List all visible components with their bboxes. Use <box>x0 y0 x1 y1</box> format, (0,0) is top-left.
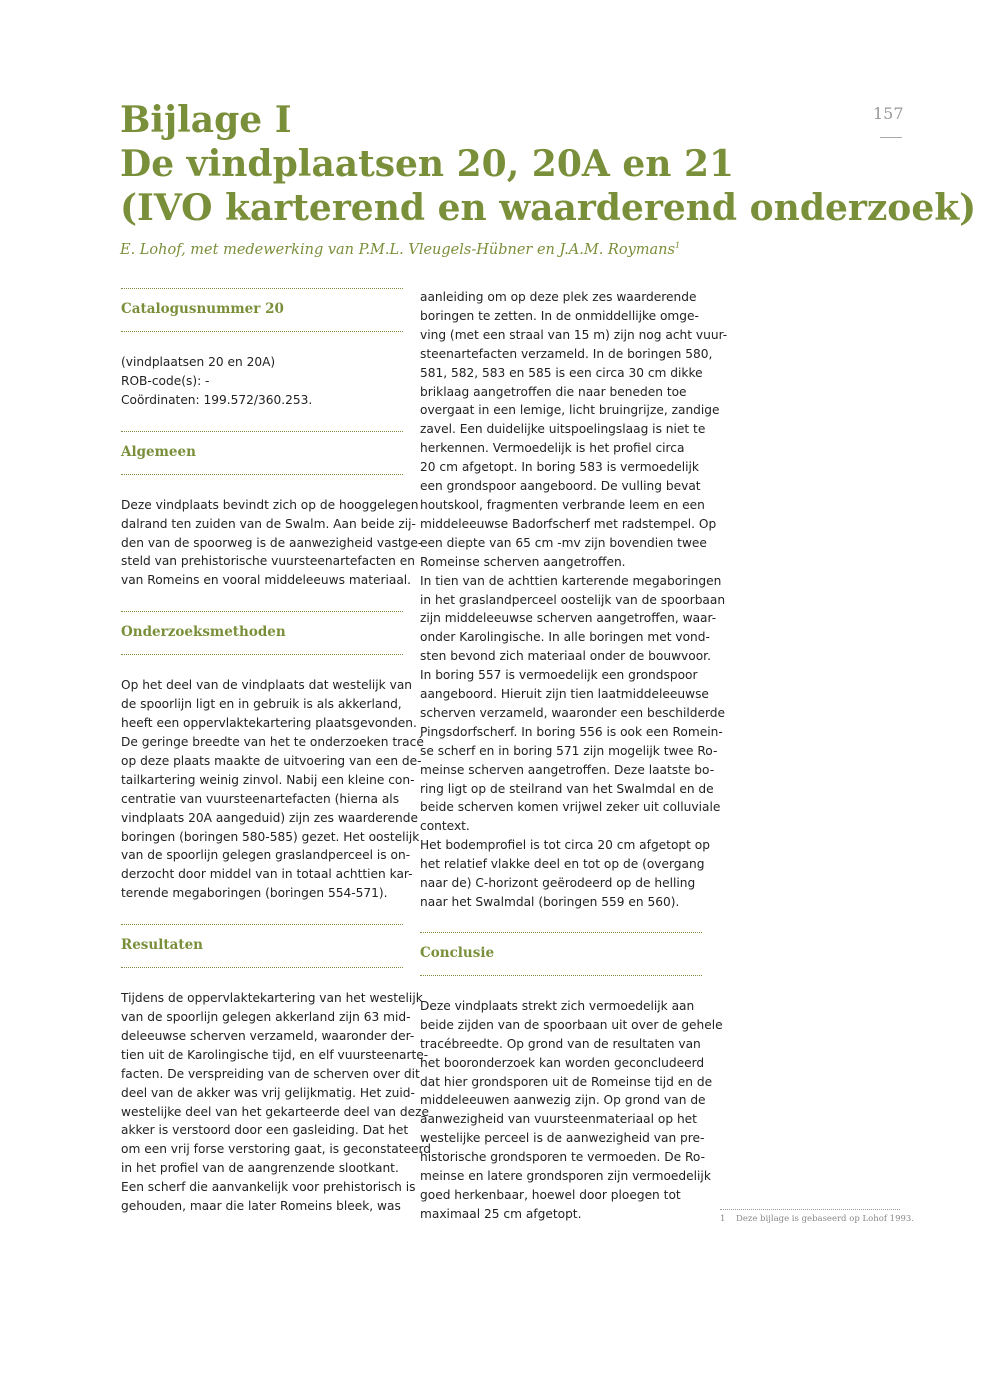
text-line: (vindplaatsen 20 en 20A) <box>121 355 276 369</box>
text-line: aanwezigheid van vuursteenmateriaal op het <box>420 1112 697 1127</box>
text-line: westelijke deel van het gekarteerde deel van deze <box>121 1104 430 1119</box>
conclusie-paragraph <box>420 997 723 1224</box>
text-line: context. <box>420 819 470 834</box>
text-line: zavel. Een duidelijke uitspoelingslaag is niet te <box>420 422 706 437</box>
text-line: naar het Swalmdal (boringen 559 en 560). <box>420 895 680 909</box>
text-line: het relatief vlakke deel en tot op de (overgang <box>420 857 705 872</box>
page-number: 157 <box>873 104 904 123</box>
text-line: van Romeins en vooral middeleeuws materiaal. <box>121 573 412 588</box>
text-line: boringen te zetten. In de onmiddellijke omge- <box>420 308 699 323</box>
section-heading-catalogus: Catalogusnummer 20 <box>121 288 403 332</box>
text-line: zijn middeleeuwse scherven aangetroffen, waar- <box>420 611 717 626</box>
text-line: naar de) C-horizont geërodeerd op de helling <box>420 876 696 891</box>
section-heading-resultaten: Resultaten <box>121 924 403 968</box>
text-line: tien uit de Karolingische tijd, en elf vuursteenarte- <box>121 1047 429 1062</box>
footnote-rule <box>720 1209 900 1210</box>
algemeen-paragraph <box>121 496 423 591</box>
left-column <box>121 288 432 1216</box>
text-line: briklaag aangetroffen die naar beneden toe <box>420 384 687 399</box>
text-line: 581, 582, 583 en 585 is een circa 30 cm dikke <box>420 365 703 380</box>
text-line: Deze vindplaats bevindt zich op de hooggelegen <box>121 497 419 512</box>
resultaten-paragraph-continued <box>420 288 728 912</box>
text-line: Het bodemprofiel is tot circa 20 cm afgetopt op <box>420 838 710 853</box>
text-line: aangeboord. Hieruit zijn tien laatmiddeleeuwse <box>420 687 709 702</box>
text-line: middeleeuwen aanwezig zijn. Op grond van de <box>420 1093 706 1108</box>
text-line: de spoorlijn ligt en in gebruik is als akkerland, <box>121 697 402 712</box>
text-line: aanleiding om op deze plek zes waarderende <box>420 290 697 304</box>
text-line: Deze vindplaats strekt zich vermoedelijk aan <box>420 998 695 1013</box>
text-line: herkennen. Vermoedelijk is het profiel circa <box>420 441 685 456</box>
text-line: boringen (boringen 580-585) gezet. Het oostelijk <box>121 829 420 844</box>
text-line: akker is verstoord door een gasleiding. Dat het <box>121 1123 409 1138</box>
text-line: scherven verzameld, waaronder een beschilderde <box>420 705 726 720</box>
authors-text: E. Lohof, met medewerking van P.M.L. Vleugels-Hübner en J.A.M. Roymans <box>120 241 675 258</box>
text-line: steenartefacten verzameld. In de boringen 580, <box>420 346 713 361</box>
text-line: onder Karolingische. In alle boringen met vond- <box>420 630 710 645</box>
text-line: dalrand ten zuiden van de Swalm. Aan beide zij- <box>121 516 416 531</box>
text-line: op deze plaats maakte de uitvoering van een de- <box>121 753 422 768</box>
text-line: 20 cm afgetopt. In boring 583 is vermoedelijk <box>420 460 699 475</box>
text-line: deel van de akker was vrij gelijkmatig. Het zuid- <box>121 1085 415 1100</box>
page-number-rule <box>880 137 902 138</box>
text-line: Pingsdorfscherf. In boring 556 is ook een Romein- <box>420 724 723 739</box>
footnote-number: 1 <box>720 1214 726 1224</box>
authors-line <box>120 241 680 258</box>
text-line: houtskool, fragmenten verbrande leem en een <box>420 497 705 512</box>
text-line: Een scherf die aanvankelijk voor prehistorisch is <box>121 1180 416 1195</box>
text-line: Romeinse scherven aangetroffen. <box>420 554 626 569</box>
footnote-text: Deze bijlage is gebaseerd op Lohof 1993. <box>736 1214 914 1224</box>
text-line: deleeuwse scherven verzameld, waaronder der- <box>121 1028 415 1043</box>
text-line: De geringe breedte van het te onderzoeken tracé <box>121 734 424 749</box>
text-line: facten. De verspreiding van de scherven over dit <box>121 1066 420 1081</box>
section-heading-conclusie: Conclusie <box>420 932 702 976</box>
text-line: tracébreedte. Op grond van de resultaten van <box>420 1036 701 1051</box>
text-line: in het profiel van de aangrenzende slootkant. <box>121 1161 399 1176</box>
text-line: maximaal 25 cm afgetopt. <box>420 1206 582 1221</box>
title-line: (IVO karterend en waarderend onderzoek) <box>120 187 977 229</box>
text-line: steld van prehistorische vuursteenartefacten en <box>121 554 415 569</box>
onderzoeksmethoden-paragraph <box>121 676 424 903</box>
text-line: Op het deel van de vindplaats dat westelijk van <box>121 678 413 693</box>
text-line: vindplaats 20A aangeduid) zijn zes waarderende <box>121 810 418 825</box>
middle-column <box>420 288 728 1224</box>
text-line: gehouden, maar die later Romeins bleek, was <box>121 1199 401 1214</box>
title-line: Bijlage I <box>120 99 292 141</box>
text-line: westelijke perceel is de aanwezigheid van pre- <box>420 1131 705 1146</box>
resultaten-paragraph <box>121 989 432 1216</box>
text-line: sten bevond zich materiaal onder de bouwvoor. <box>420 649 711 664</box>
text-line: In boring 557 is vermoedelijk een grondspoor <box>420 668 698 683</box>
text-line: se scherf en in boring 571 zijn mogelijk twee Ro- <box>420 743 718 758</box>
text-line: het booronderzoek kan worden geconcludeerd <box>420 1055 705 1070</box>
text-line: een diepte van 65 cm -mv zijn bovendien twee <box>420 535 707 550</box>
text-line: derzocht door middel van in totaal achttien kar- <box>121 867 413 882</box>
text-line: den van de spoorweg is de aanwezigheid vastge- <box>121 535 423 550</box>
text-line: historische grondsporen te vermoeden. De Ro- <box>420 1150 705 1165</box>
text-line: ving (met een straal van 15 m) zijn nog acht vuur- <box>420 327 728 342</box>
catalogus-details <box>121 353 403 410</box>
text-line: beide zijden van de spoorbaan uit over de gehele <box>420 1017 723 1032</box>
text-line: ROB-code(s): - <box>121 373 210 388</box>
text-line: Coördinaten: 199.572/360.253. <box>121 392 313 407</box>
text-line: van de spoorlijn gelegen graslandperceel is on- <box>121 848 411 863</box>
text-line: middeleeuwse Badorfscherf met radstempel. Op <box>420 516 717 531</box>
footnote <box>720 1214 914 1224</box>
text-line: tailkartering weinig zinvol. Nabij een kleine con- <box>121 772 415 787</box>
text-line: beide scherven komen vrijwel zeker uit colluviale <box>420 800 721 815</box>
text-line: meinse scherven aangetroffen. Deze laatste bo- <box>420 762 715 777</box>
text-line: dat hier grondsporen uit de Romeinse tijd en de <box>420 1074 713 1089</box>
text-line: in het graslandperceel oostelijk van de spoorbaan <box>420 592 726 607</box>
text-line: heeft een oppervlaktekartering plaatsgevonden. <box>121 716 417 731</box>
text-line: van de spoorlijn gelegen akkerland zijn 63 mid- <box>121 1010 411 1025</box>
text-line: terende megaboringen (boringen 554-571). <box>121 886 388 901</box>
text-line: goed herkenbaar, hoewel door ploegen tot <box>420 1187 681 1202</box>
text-line: In tien van de achttien karterende megaboringen <box>420 573 722 588</box>
text-line: centratie van vuursteenartefacten (hierna als <box>121 791 400 806</box>
section-heading-onderzoeksmethoden: Onderzoeksmethoden <box>121 611 403 655</box>
text-line: een grondspoor aangeboord. De vulling bevat <box>420 479 701 494</box>
text-line: om een vrij forse verstoring gaat, is geconstateerd <box>121 1142 432 1157</box>
title-line: De vindplaatsen 20, 20A en 21 <box>120 143 735 185</box>
text-line: Tijdens de oppervlaktekartering van het westelijk <box>121 991 423 1006</box>
text-line: overgaat in een lemige, licht bruingrijze, zandige <box>420 403 720 418</box>
section-heading-algemeen: Algemeen <box>121 431 403 475</box>
text-line: ring ligt op de steilrand van het Swalmdal en de <box>420 781 714 796</box>
text-line: meinse en latere grondsporen zijn vermoedelijk <box>420 1169 711 1184</box>
authors-footnote-mark: 1 <box>674 241 681 250</box>
